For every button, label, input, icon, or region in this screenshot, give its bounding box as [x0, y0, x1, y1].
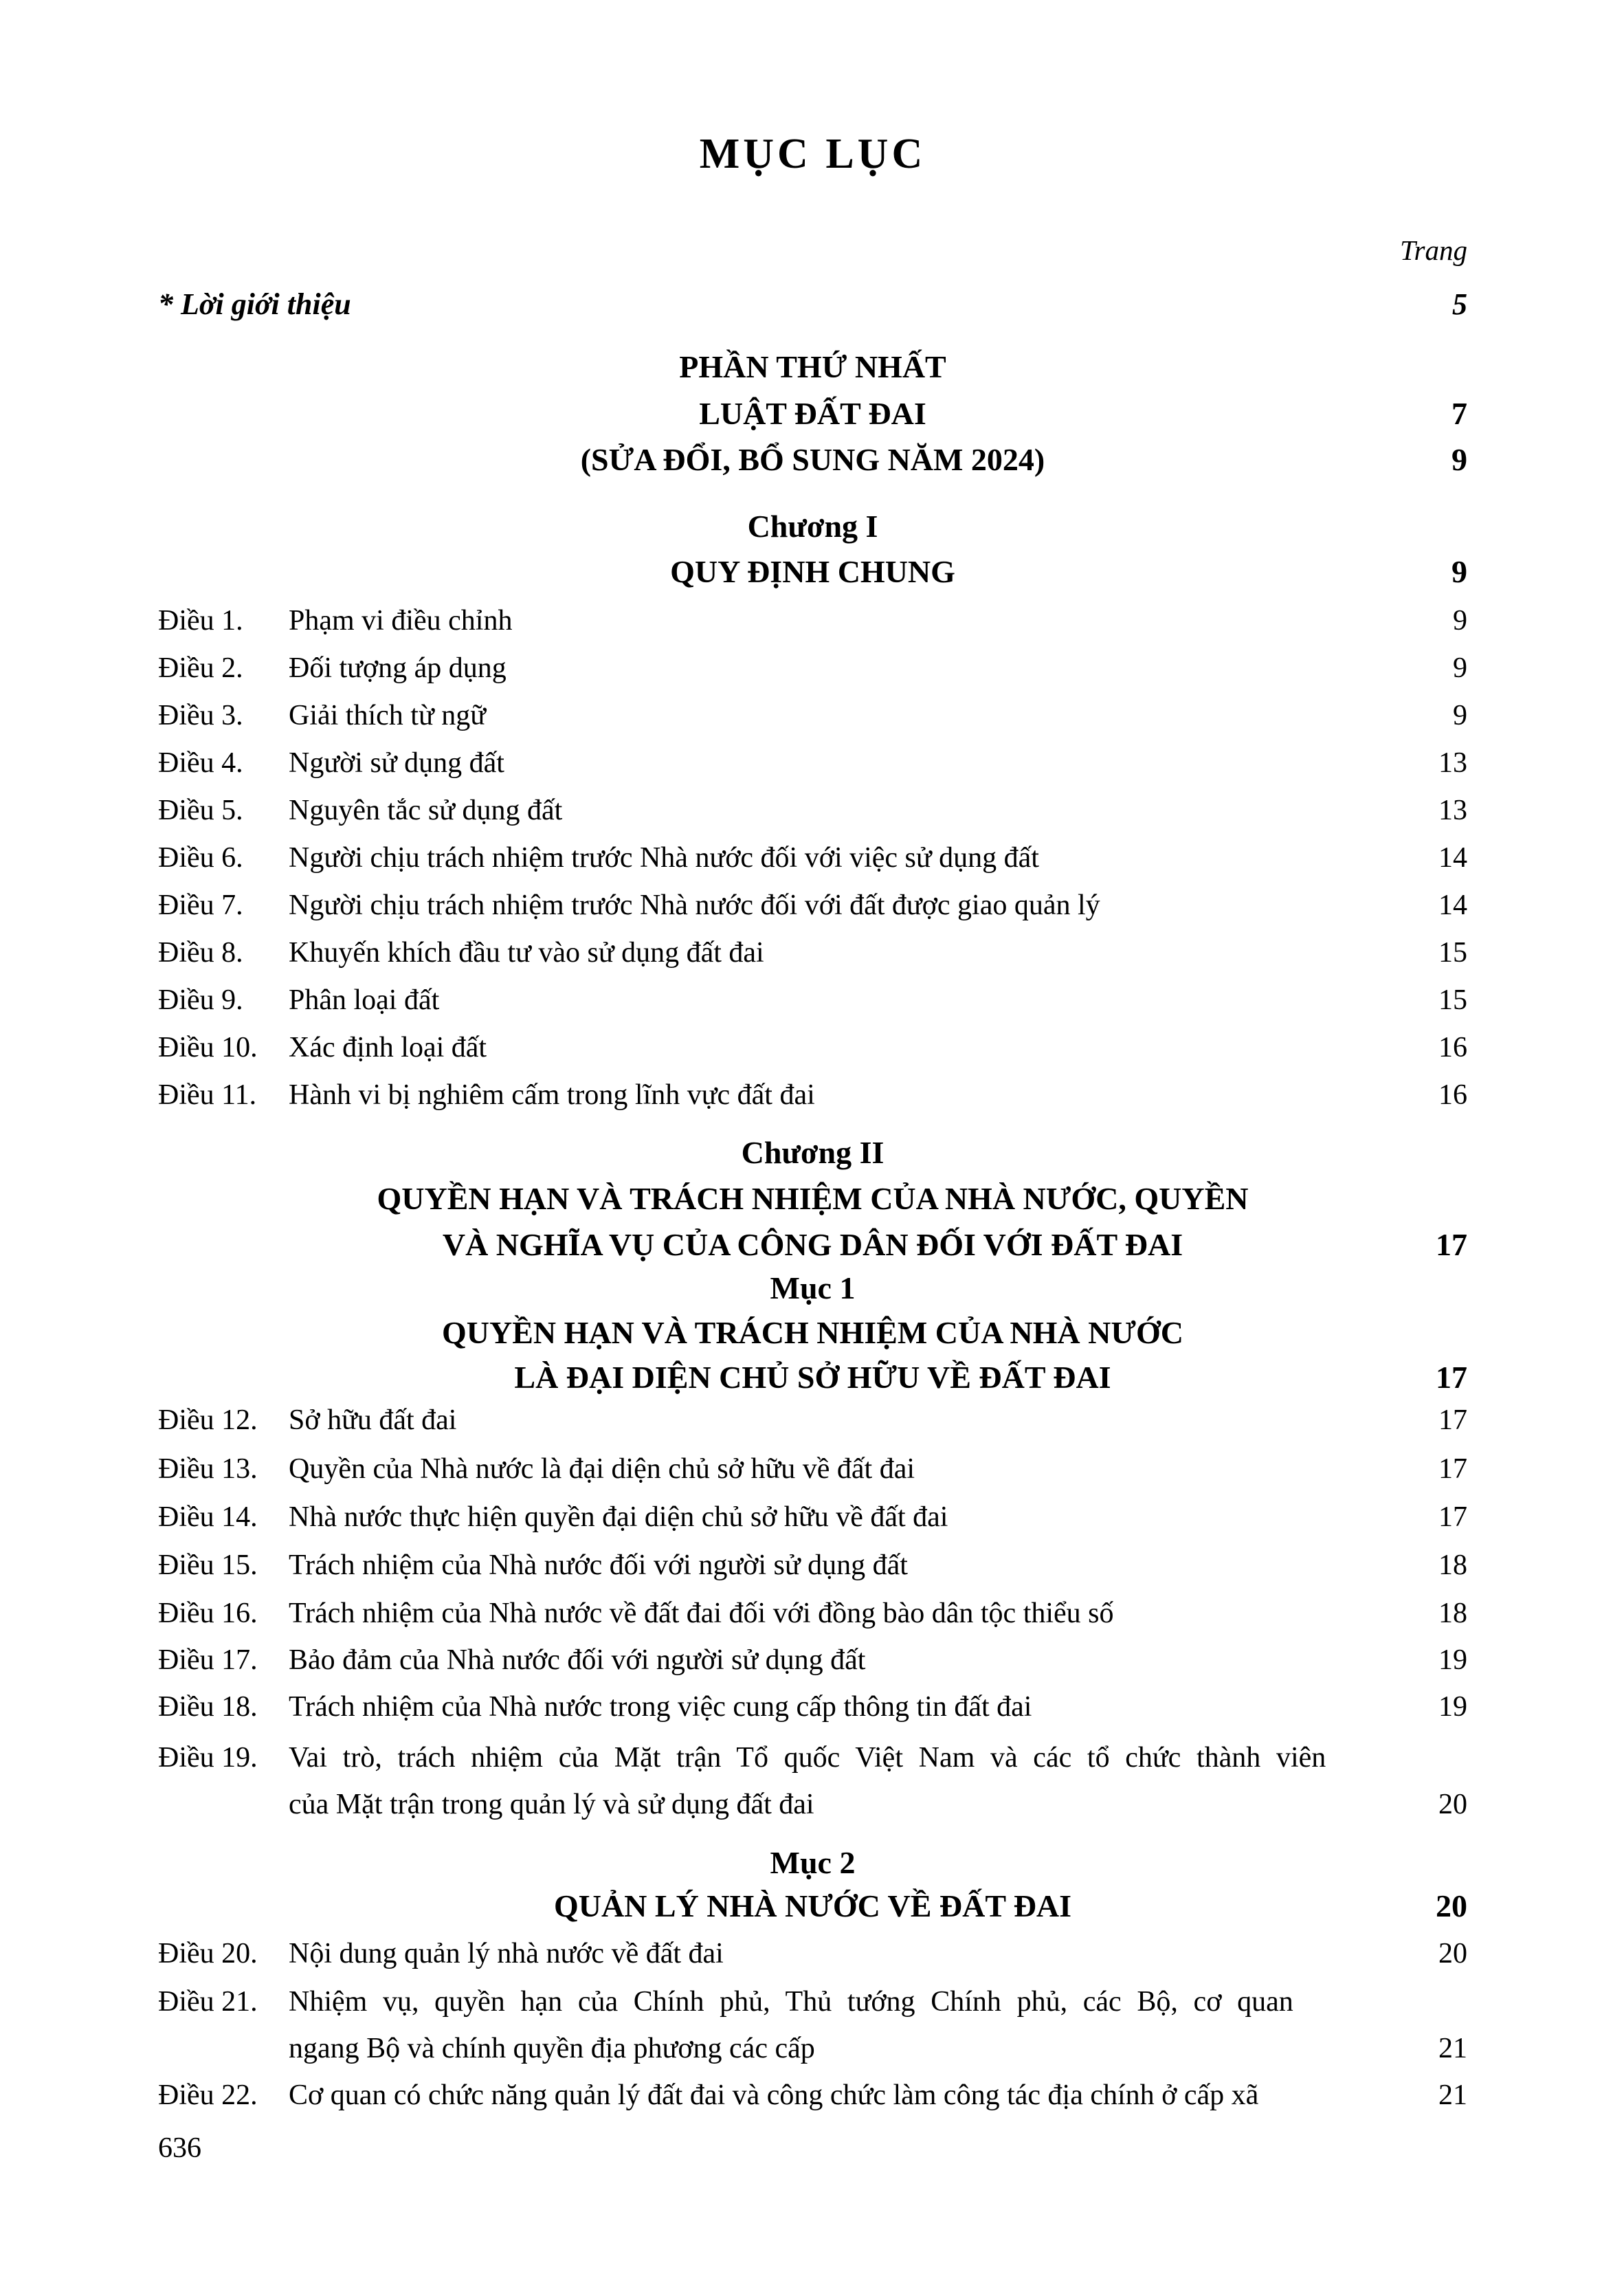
table-of-contents	[158, 0, 1467, 2274]
page-number: 20	[1438, 1938, 1467, 1969]
page-number: 16	[1438, 1079, 1467, 1111]
toc-heading	[158, 396, 1467, 432]
toc-heading	[158, 1270, 1467, 1307]
toc-heading	[158, 554, 1467, 590]
toc-entry	[158, 1079, 1467, 1112]
page-number: 17	[1436, 1227, 1467, 1262]
toc-entry-continuation	[158, 2032, 1467, 2065]
page-number: 9	[1453, 652, 1467, 684]
entry-label: Điều 20.	[158, 1938, 258, 1969]
entry-label: Điều 13.	[158, 1453, 258, 1485]
toc-heading-text: (SỬA ĐỔI, BỔ SUNG NĂM 2024)	[580, 442, 1045, 477]
entry-label: Điều 8.	[158, 937, 243, 969]
toc-entry	[158, 984, 1467, 1017]
entry-title: Nội dung quản lý nhà nước về đất đai	[289, 1938, 724, 1969]
entry-label: Điều 6.	[158, 842, 243, 874]
toc-entry	[158, 1644, 1467, 1677]
page-number: 9	[1453, 605, 1467, 637]
entry-title: Vai trò, trách nhiệm của Mặt trận Tổ quốc Việt Nam và các tổ chức thành viên	[289, 1742, 1326, 1774]
toc-entry	[158, 1404, 1467, 1437]
toc-entry	[158, 747, 1467, 780]
entry-title: Người chịu trách nhiệm trước Nhà nước đối với việc sử dụng đất	[289, 842, 1039, 874]
page-number: 13	[1438, 795, 1467, 826]
page-number: 20	[1438, 1789, 1467, 1820]
toc-heading	[158, 1227, 1467, 1263]
entry-title: Phạm vi điều chỉnh	[289, 605, 513, 637]
toc-heading	[158, 442, 1467, 478]
entry-label: Điều 17.	[158, 1644, 258, 1676]
entry-title: Trách nhiệm của Nhà nước về đất đai đối với đồng bào dân tộc thiểu số	[289, 1598, 1114, 1629]
toc-entry-continuation-text: ngang Bộ và chính quyền địa phương các cấp	[289, 2033, 815, 2064]
entry-label: Điều 22.	[158, 2079, 258, 2111]
toc-entry	[158, 1937, 1467, 1970]
entry-title: Cơ quan có chức năng quản lý đất đai và công chức làm công tác địa chính ở cấp xã	[289, 2079, 1259, 2111]
trang-column-label	[158, 234, 1467, 267]
page-number: 9	[1451, 442, 1467, 477]
page-number: 15	[1438, 937, 1467, 969]
toc-heading-text: QUYỀN HẠN VÀ TRÁCH NHIỆM CỦA NHÀ NƯỚC, QUYỀN	[377, 1181, 1249, 1216]
entry-title: Giải thích từ ngữ	[289, 700, 486, 731]
toc-heading-text: Chương I	[747, 509, 878, 544]
entry-label: Điều 15.	[158, 1549, 258, 1581]
toc-entry	[158, 1031, 1467, 1064]
entry-title: Xác định loại đất	[289, 1032, 487, 1063]
toc-heading	[158, 349, 1467, 386]
entry-title: Bảo đảm của Nhà nước đối với người sử dụng đất	[289, 1644, 866, 1676]
toc-heading-text: QUYỀN HẠN VÀ TRÁCH NHIỆM CỦA NHÀ NƯỚC	[442, 1315, 1183, 1350]
toc-entry	[158, 1597, 1467, 1630]
entry-title: Khuyến khích đầu tư vào sử dụng đất đai	[289, 937, 764, 969]
trang-column-label-text: Trang	[1400, 234, 1467, 266]
entry-label: Điều 18.	[158, 1691, 258, 1723]
page-number: 19	[1438, 1691, 1467, 1723]
page-footer-number	[158, 2132, 1467, 2165]
toc-heading-text: PHẦN THỨ NHẤT	[679, 349, 946, 384]
toc-heading	[158, 1181, 1467, 1217]
page-number: 21	[1438, 2079, 1467, 2111]
toc-intro-entry	[158, 287, 1467, 322]
page-number: 17	[1438, 1501, 1467, 1533]
toc-entry	[158, 1985, 1467, 2018]
entry-label: Điều 10.	[158, 1032, 258, 1063]
entry-title: Trách nhiệm của Nhà nước đối với người sử dụng đất	[289, 1549, 908, 1581]
entry-label: Điều 21.	[158, 1986, 258, 2018]
page-number: 5	[1452, 287, 1467, 321]
entry-label: Điều 2.	[158, 652, 243, 684]
entry-title: Người sử dụng đất	[289, 747, 504, 779]
page-number: 14	[1438, 842, 1467, 874]
entry-label: Điều 14.	[158, 1501, 258, 1533]
toc-entry	[158, 1741, 1467, 1774]
page-number: 13	[1438, 747, 1467, 779]
page-footer-number-text: 636	[158, 2132, 201, 2164]
toc-intro-entry-text: * Lời giới thiệu	[158, 287, 351, 321]
entry-title: Nhiệm vụ, quyền hạn của Chính phủ, Thủ tướng Chính phủ, các Bộ, cơ quan	[289, 1986, 1293, 2018]
toc-entry	[158, 1453, 1467, 1486]
toc-heading-text: Chương II	[741, 1135, 885, 1170]
toc-entry	[158, 699, 1467, 732]
page-number: 17	[1436, 1360, 1467, 1395]
entry-title: Nhà nước thực hiện quyền đại diện chủ sở hữu về đất đai	[289, 1501, 948, 1533]
entry-title: Sở hữu đất đai	[289, 1404, 457, 1436]
entry-title: Phân loại đất	[289, 984, 440, 1016]
toc-entry-continuation-text: của Mặt trận trong quản lý và sử dụng đất đai	[289, 1789, 814, 1820]
entry-label: Điều 1.	[158, 605, 243, 637]
page-number: 20	[1436, 1888, 1467, 1923]
toc-heading	[158, 1845, 1467, 1881]
page-number: 16	[1438, 1032, 1467, 1063]
page-number: 14	[1438, 890, 1467, 921]
entry-title: Nguyên tắc sử dụng đất	[289, 795, 563, 826]
toc-entry	[158, 936, 1467, 969]
toc-entry	[158, 1690, 1467, 1723]
page-number: 19	[1438, 1644, 1467, 1676]
page-number: 9	[1451, 554, 1467, 589]
entry-title: Đối tượng áp dụng	[289, 652, 507, 684]
page-title	[158, 130, 1467, 179]
toc-heading-text: Mục 2	[770, 1845, 856, 1880]
page-number: 18	[1438, 1598, 1467, 1629]
entry-label: Điều 19.	[158, 1742, 258, 1774]
toc-heading	[158, 1135, 1467, 1171]
entry-label: Điều 12.	[158, 1404, 258, 1436]
toc-heading	[158, 1315, 1467, 1351]
toc-entry	[158, 889, 1467, 922]
page-title-text: MỤC LỤC	[699, 131, 926, 177]
toc-heading-text: VÀ NGHĨA VỤ CỦA CÔNG DÂN ĐỐI VỚI ĐẤT ĐAI	[442, 1227, 1183, 1262]
toc-entry	[158, 652, 1467, 685]
toc-heading-text: LÀ ĐẠI DIỆN CHỦ SỞ HỮU VỀ ĐẤT ĐAI	[514, 1360, 1111, 1395]
entry-label: Điều 4.	[158, 747, 243, 779]
page-number: 15	[1438, 984, 1467, 1016]
entry-label: Điều 16.	[158, 1598, 258, 1629]
toc-heading-text: QUY ĐỊNH CHUNG	[670, 554, 955, 589]
toc-entry	[158, 2079, 1467, 2112]
toc-entry	[158, 1549, 1467, 1582]
toc-heading	[158, 1360, 1467, 1396]
page-number: 9	[1453, 700, 1467, 731]
toc-entry	[158, 794, 1467, 827]
toc-entry	[158, 604, 1467, 637]
toc-heading	[158, 1888, 1467, 1925]
entry-label: Điều 11.	[158, 1079, 257, 1111]
toc-entry-continuation	[158, 1788, 1467, 1821]
toc-heading-text: QUẢN LÝ NHÀ NƯỚC VỀ ĐẤT ĐAI	[553, 1888, 1072, 1923]
entry-title: Người chịu trách nhiệm trước Nhà nước đối với đất được giao quản lý	[289, 890, 1100, 921]
entry-title: Hành vi bị nghiêm cấm trong lĩnh vực đất đai	[289, 1079, 815, 1111]
page-number: 21	[1438, 2033, 1467, 2064]
page-number: 7	[1451, 396, 1467, 431]
entry-label: Điều 9.	[158, 984, 243, 1016]
page-number: 18	[1438, 1549, 1467, 1581]
toc-heading	[158, 509, 1467, 545]
toc-entry	[158, 1501, 1467, 1534]
entry-title: Trách nhiệm của Nhà nước trong việc cung cấp thông tin đất đai	[289, 1691, 1032, 1723]
page-number: 17	[1438, 1404, 1467, 1436]
page-number: 17	[1438, 1453, 1467, 1485]
entry-label: Điều 7.	[158, 890, 243, 921]
entry-label: Điều 3.	[158, 700, 243, 731]
entry-title: Quyền của Nhà nước là đại diện chủ sở hữu về đất đai	[289, 1453, 915, 1485]
toc-entry	[158, 841, 1467, 874]
entry-label: Điều 5.	[158, 795, 243, 826]
toc-heading-text: Mục 1	[770, 1270, 856, 1305]
toc-heading-text: LUẬT ĐẤT ĐAI	[699, 396, 926, 431]
